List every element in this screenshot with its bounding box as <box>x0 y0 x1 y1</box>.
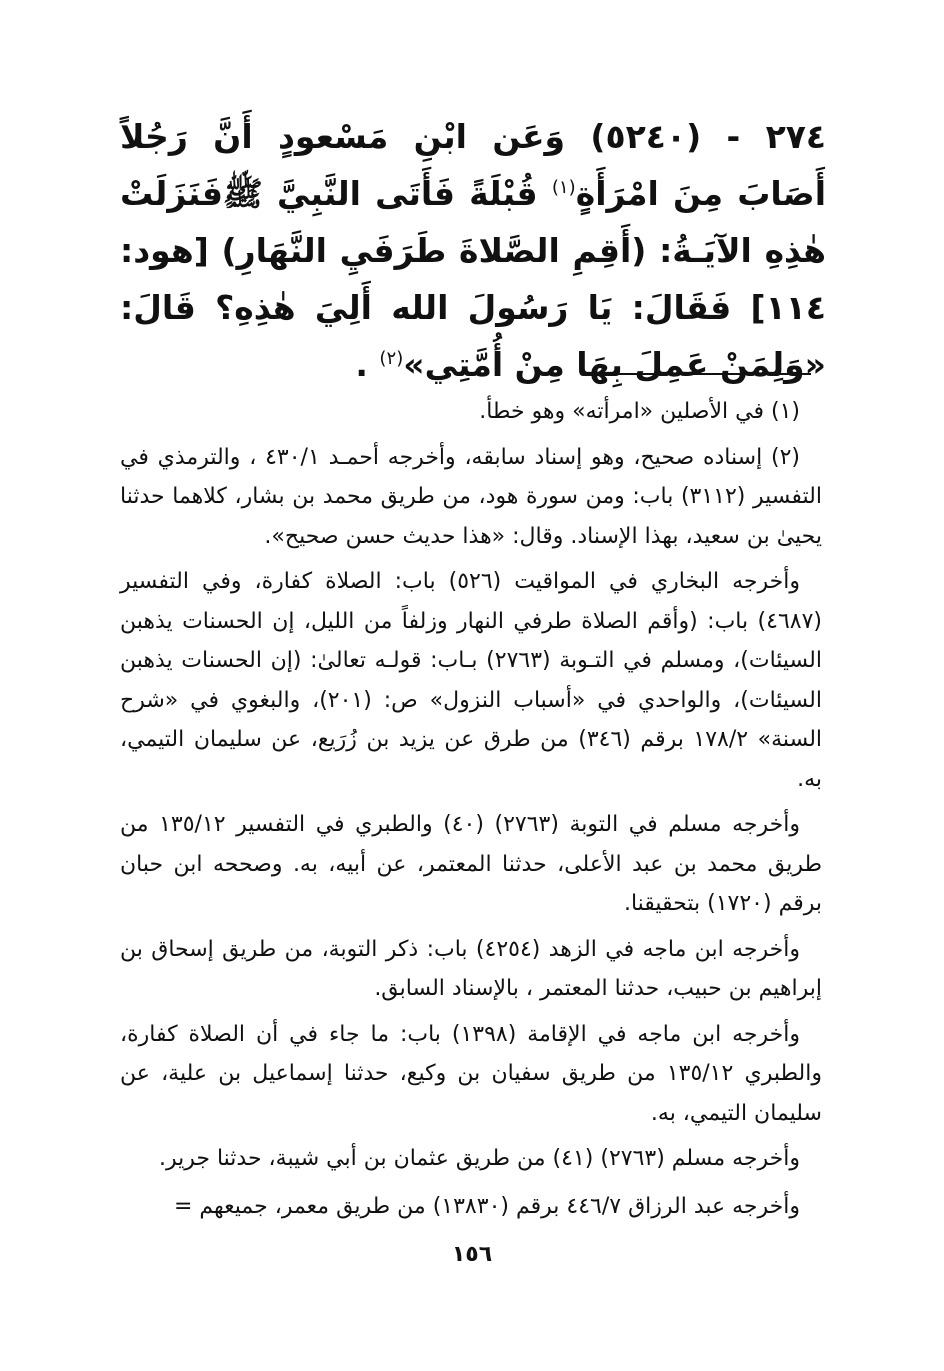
footnote-2-paragraph-muslim-jarir: وأخرجه مسلم (٢٧٦٣) (٤١) من طريق عثمان بن أبي شيبة، حدثنا جرير. <box>158 1146 800 1171</box>
footnote-2-paragraph-muslim: وأخرجه مسلم في التوبة (٢٧٦٣) (٤٠) والطبري في التفسير ١٣٥/١٢ من طريق محمد بن عبد الأعلى، حدثنا المعتمر، عن أبيه، به. وصححه ابن حبان برقم (١٧٢٠) بتحقيقنا. <box>120 812 822 916</box>
hadith-end-mark: . <box>355 345 368 384</box>
hadith-cross-reference: (٥٢٤٠) <box>590 117 702 156</box>
footnote-2-paragraph-abd-al-razzaq: وأخرجه عبد الرزاق ٤٤٦/٧ برقم (١٣٨٣٠) من طريق معمر، جميعهم = <box>173 1193 800 1219</box>
footnote-2-paragraph-bukhari: وأخرجه البخاري في المواقيت (٥٢٦) باب: الصلاة كفارة، وفي التفسير (٤٦٨٧) باب: (وأقم الصلاة طرفي النهار وزلفاً من الليل، إن الحسنات يذهبن السيئات)، ومسلم في التـوبة (٢٧٦٣) بـاب: قولـه تعالىٰ: (إن الحسنات يذهبن السيئات)، والواحدي في «أسباب النزول» ص: (٢٠١)، والبغوي في «شرح السنة» ١٧٨/٢ برقم (٣٤٦) من طرق عن يزيد بن زُرَيع، عن سليمان التيمي، به. <box>120 569 823 792</box>
footnote-marker-1: (١) <box>551 177 576 198</box>
footnote-2-paragraph-ibn-majah-zuhd: وأخرجه ابن ماجه في الزهد (٤٢٥٤) باب: ذكر التوبة، من طريق إسحاق بن إبراهيم بن حبيب، حدثنا المعتمر ، بالإسناد السابق. <box>120 936 822 1001</box>
footnote-separator <box>613 373 811 375</box>
hadith-text-part-1: وَعَن ابْنِ مَسْعودٍ أَنَّ رَجُلاً أَصَابَ مِنَ امْرَأَةٍ <box>120 117 826 213</box>
footnotes <box>120 392 822 1232</box>
page-number: ١٥٦ <box>451 1242 493 1267</box>
hadith-number: ٢٧٤ <box>765 117 826 156</box>
hadith-text: ٢٧٤ - (٥٢٤٠) وَعَن ابْنِ مَسْعودٍ أَنَّ رَجُلاً أَصَابَ مِنَ امْرَأَةٍ$^{(١)}$ قُبْلَةً فَأَتَى النَّبِيَّ ﷺفَنَزَلَتْ هٰذِهِ الآيَـةُ: (أَقِمِ الصَّلاةَ طَرَفَيِ النَّهَارِ) [هود: ١١٤] فَقَالَ: يَا رَسُولَ الله أَلِيَ هٰذِهِ؟ قَالَ: «وَلِمَنْ عَمِلَ بِهَا مِنْ أُمَّتِي»$^{(٢)}$ . <box>120 117 826 384</box>
footnote-2: (٢) إسناده صحيح، وهو إسناد سابقه، وأخرجه أحمـد ٤٣٠/١ ، والترمذي في التفسير (٣١١٢) باب: ومن سورة هود، من طريق محمد بن بشار، كلاهما حدثنا يحيىٰ بن سعيد، بهذا الإسناد. وقال: «هذا حديث حسن صحيح». <box>120 444 822 549</box>
footnote-1: (١) في الأصلين «امرأته» وهو خطأ. <box>479 399 800 424</box>
footnote-marker-2: (٢) <box>379 348 404 369</box>
hadith-text-part-2: قُبْلَةً فَأَتَى النَّبِيَّ ﷺفَنَزَلَتْ هٰذِهِ الآيَـةُ: (أَقِمِ الصَّلاةَ طَرَفَيِ النَّهَارِ) [هود: ١١٤] فَقَالَ: يَا رَسُولَ الله أَلِيَ هٰذِهِ؟ قَالَ: «وَلِمَنْ عَمِلَ بِهَا مِنْ أُمَّتِي» <box>120 174 826 384</box>
footnote-2-paragraph-ibn-majah-iqama: وأخرجه ابن ماجه في الإقامة (١٣٩٨) باب: ما جاء في أن الصلاة كفارة، والطبري ١٣٥/١٢ من طريق سفيان بن وكيع، حدثنا إسماعيل بن علية، عن سليمان التيمي، به. <box>120 1021 822 1126</box>
